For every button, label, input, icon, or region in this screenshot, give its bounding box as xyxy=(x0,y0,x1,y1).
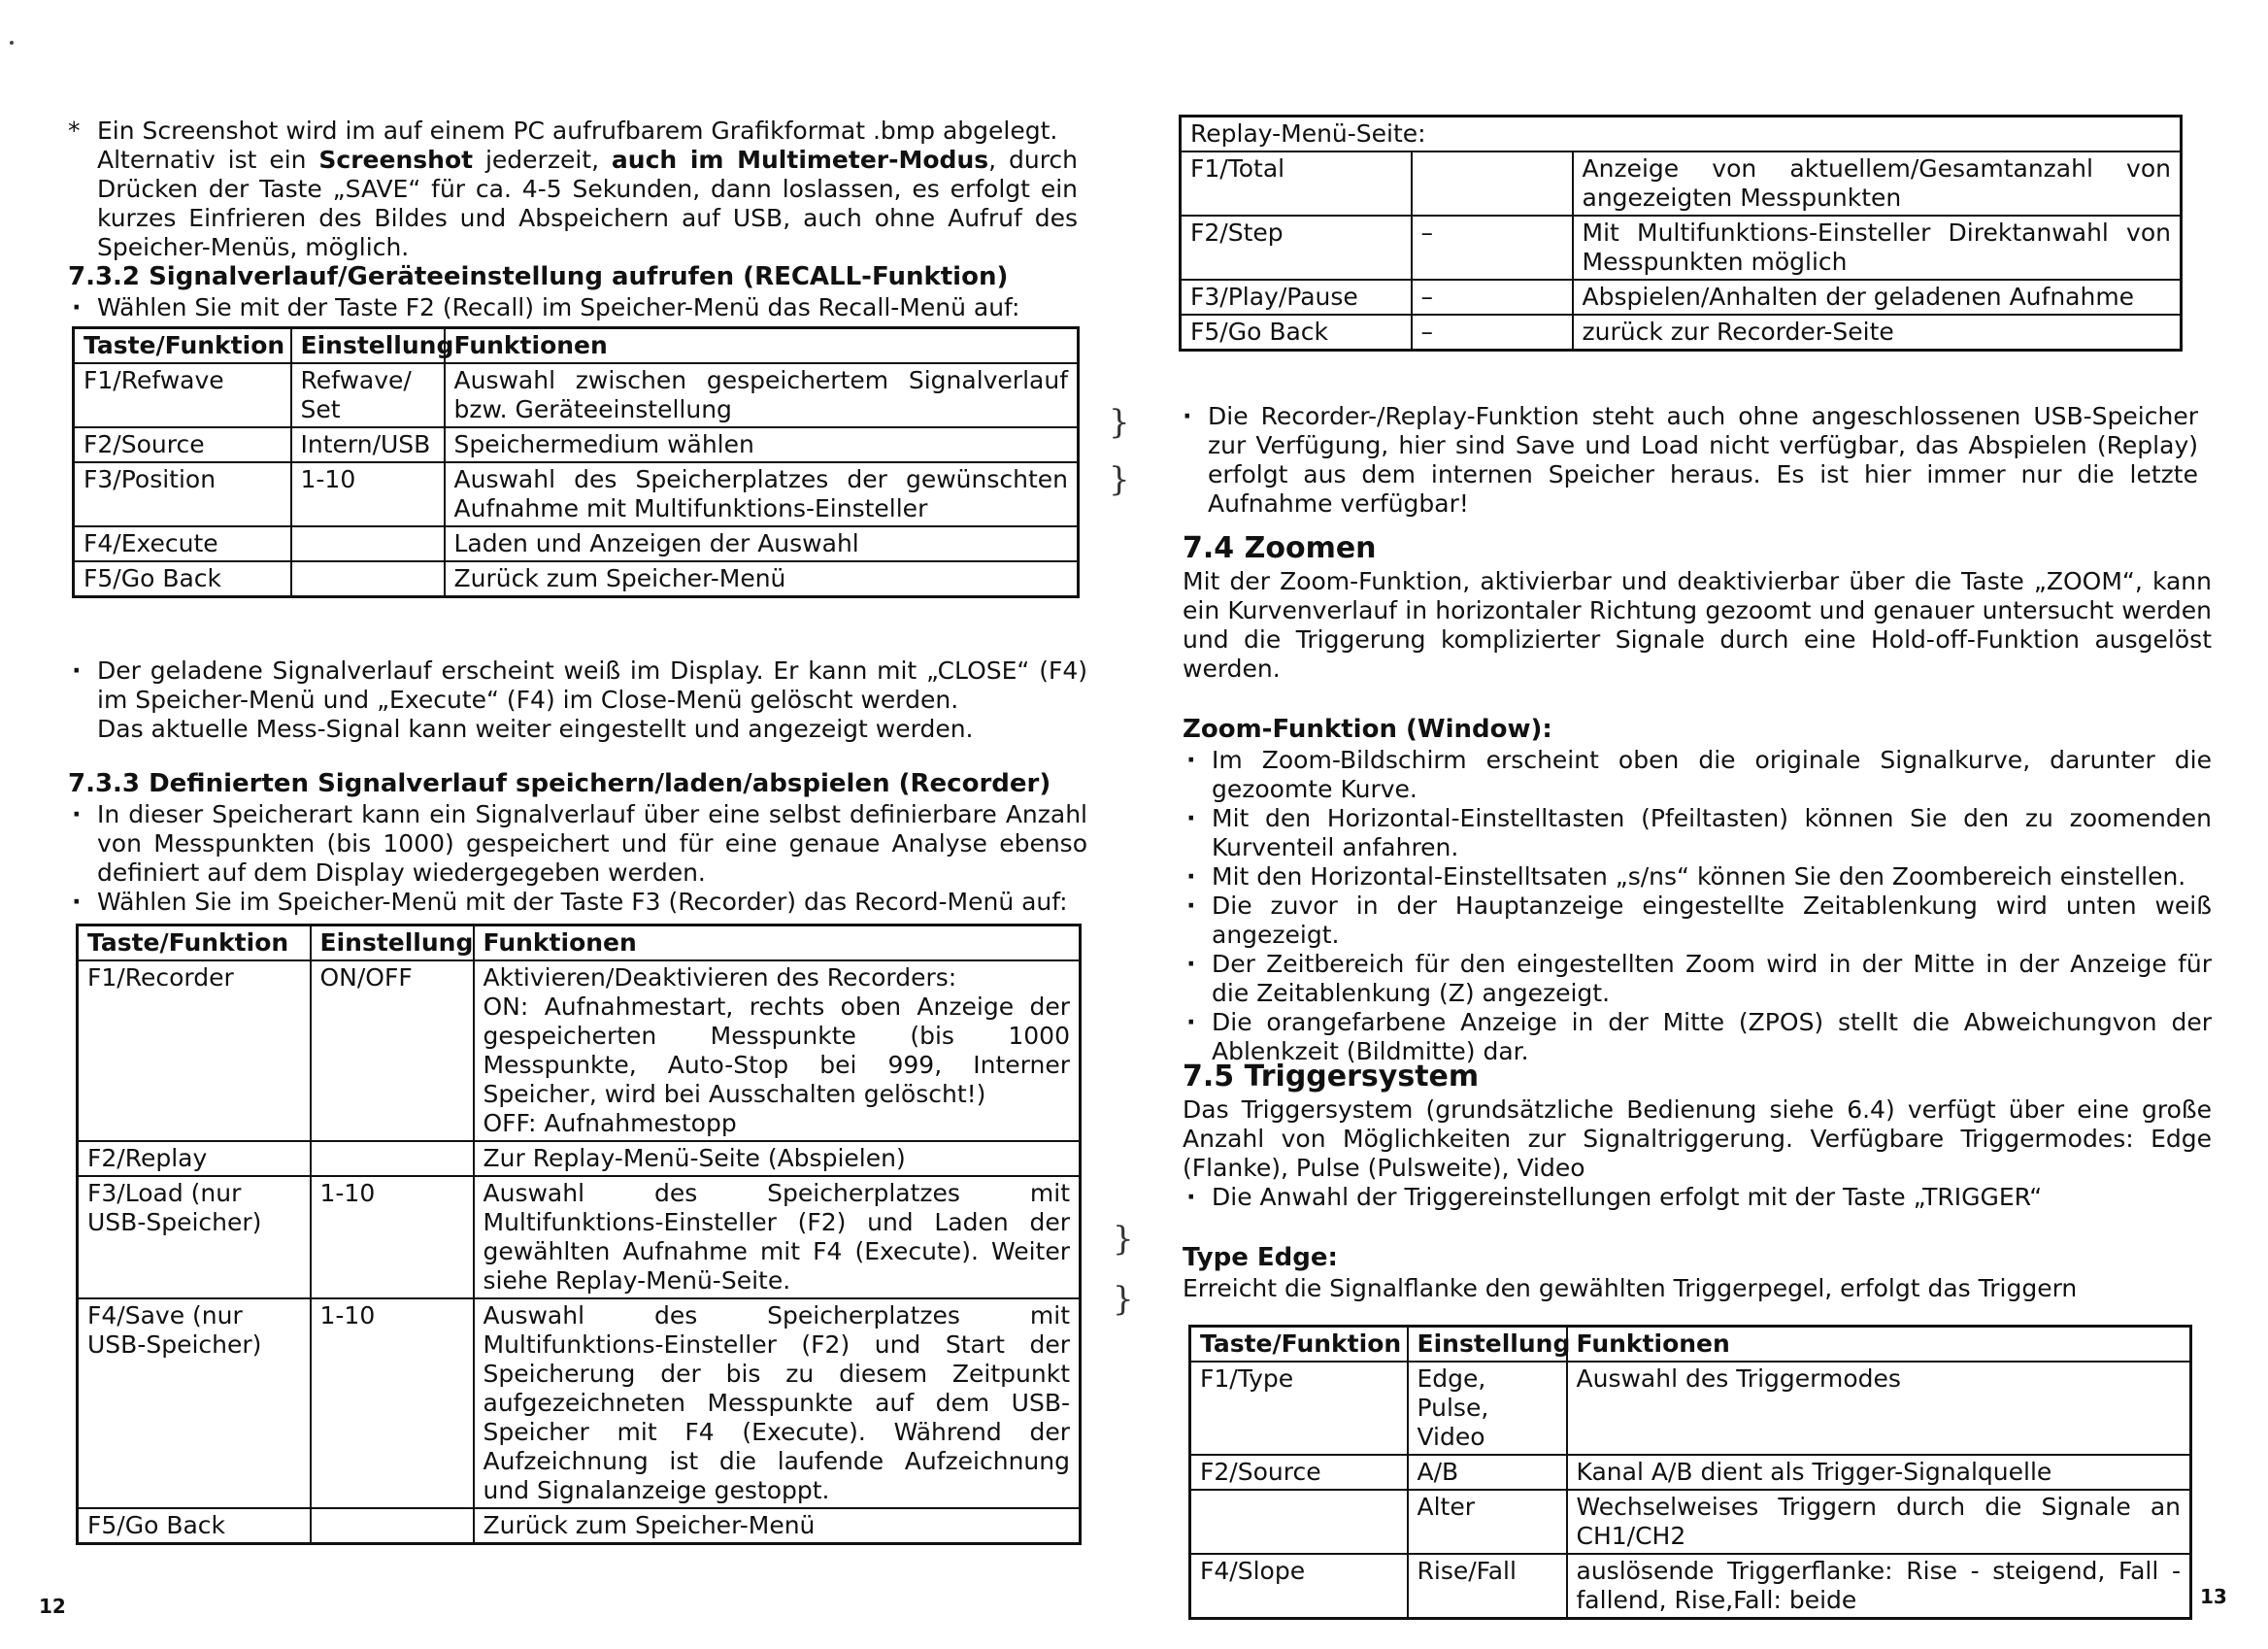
zoom-bullet-item: · Mit den Horizontal-Einstelltasten (Pfeiltasten) können Sie den zu zoomenden Kurventeil anfahren. xyxy=(1183,804,2212,862)
section-7-4-text: Mit der Zoom-Funktion, aktivierbar und deaktivierbar über die Taste „ZOOM“, kann ein Kurvenverlauf in horizontaler Richtung gezoomt und genauer untersucht werden und die Triggerung komplizierter Signale durch eine Hold-off-Funktion ausgelöst werden. xyxy=(1183,567,2212,683)
setting-cell xyxy=(291,561,445,597)
gutter-brace-mark: } xyxy=(1113,1280,1134,1319)
recall-after-text-1: Der geladene Signalverlauf erscheint weiß im Display. Er kann mit „CLOSE“ (F4) im Speicher-Menü und „Execute“ (F4) im Close-Menü gelöscht werden. xyxy=(97,656,1087,714)
setting-cell: Rise/Fall xyxy=(1408,1554,1567,1619)
screenshot-note xyxy=(68,117,1078,262)
key-function-cell: F2/Source xyxy=(74,427,291,462)
setting-cell: 1-10 xyxy=(311,1176,474,1298)
key-function-cell: F3/Load (nur USB-Speicher) xyxy=(78,1176,311,1298)
setting-cell xyxy=(291,526,445,561)
zoom-bullet-item: · Die orangefarbene Anzeige in der Mitte (ZPOS) stellt die Abweichungvon der Ablenkzeit (Bildmitte) dar. xyxy=(1183,1008,2212,1066)
setting-cell: – xyxy=(1412,216,1573,280)
asterisk-marker: * xyxy=(68,117,81,145)
table-header-cell: Einstellung xyxy=(291,328,445,364)
replay-note-bullet: · Die Recorder-/Replay-Funktion steht auch ohne angeschlossenen USB-Speicher zur Verfügung, hier sind Save und Load nicht verfügbar, das Abspielen (Replay) erfolgt aus dem internen Speicher heraus. Es ist hier immer nur die letzte Aufnahme verfügbar! xyxy=(1179,402,2198,519)
table-header-cell: Funktionen xyxy=(445,328,1079,364)
setting-cell: Alter xyxy=(1408,1490,1567,1554)
setting-cell: Edge, Pulse, Video xyxy=(1408,1362,1567,1455)
table-row xyxy=(78,1508,1081,1544)
recall-after-text-2: Das aktuelle Mess-Signal kann weiter eingestellt und angezeigt werden. xyxy=(97,715,974,743)
key-function-cell: F3/Position xyxy=(74,462,291,526)
table-header-row xyxy=(74,328,1079,364)
type-edge-heading: Type Edge: xyxy=(1183,1243,1338,1272)
setting-cell: – xyxy=(1412,280,1573,315)
setting-cell xyxy=(311,1508,474,1544)
section-7-4-heading: 7.4 Zoomen xyxy=(1183,531,1377,565)
recall-table xyxy=(72,326,1080,598)
table-header-cell: Funktionen xyxy=(474,925,1081,961)
trigger-table xyxy=(1188,1325,2192,1620)
table-row xyxy=(78,1176,1081,1298)
table-title-row xyxy=(1181,117,2182,152)
key-function-cell: F2/Replay xyxy=(78,1141,311,1176)
table-row xyxy=(1181,315,2182,351)
function-description-cell: Auswahl des Speicherplatzes der gewünschten Aufnahme mit Multifunktions-Einsteller xyxy=(445,462,1079,526)
key-function-cell: F4/Slope xyxy=(1190,1554,1408,1619)
gutter-brace-mark: } xyxy=(1109,403,1130,442)
replay-table xyxy=(1179,115,2183,352)
function-description-cell: zurück zur Recorder-Seite xyxy=(1573,315,2182,351)
table-row xyxy=(78,1298,1081,1508)
note-text-e: , durch Drücken der Taste „SAVE“ für ca. 4-5 Sekunden, dann loslassen, es erfolgt ein kurzes Einfrieren des Bildes und Abspeichern auf USB, auch ohne Aufruf des Speicher-Menüs, möglich. xyxy=(97,146,1079,261)
table-header-cell: Taste/Funktion xyxy=(78,925,311,961)
setting-cell xyxy=(1412,151,1573,216)
function-description-cell: Zurück zum Speicher-Menü xyxy=(445,561,1079,597)
gutter-brace-mark: } xyxy=(1109,460,1130,499)
zoom-bullet-item: · Der Zeitbereich für den eingestellten Zoom wird in der Mitte in der Anzeige für die Zeitablenkung (Z) angezeigt. xyxy=(1183,950,2212,1008)
note-text-a: Alternativ ist ein xyxy=(97,146,319,174)
type-edge-text: Erreicht die Signalflanke den gewählten Triggerpegel, erfolgt das Triggern xyxy=(1183,1274,2078,1302)
table-row xyxy=(1190,1362,2191,1455)
key-function-cell: F1/Type xyxy=(1190,1362,1408,1455)
note-bold-multimeter: auch im Multimeter-Modus xyxy=(611,146,989,174)
function-description-cell: Anzeige von aktuellem/Gesamtanzahl von angezeigten Messpunkten xyxy=(1573,151,2182,216)
section-7-3-3-list xyxy=(68,800,1087,917)
table-row xyxy=(1181,151,2182,216)
table-row xyxy=(78,1141,1081,1176)
key-function-cell: F2/Step xyxy=(1181,216,1412,280)
section-7-3-3-bullet-2: · Wählen Sie im Speicher-Menü mit der Taste F3 (Recorder) das Record-Menü auf: xyxy=(68,888,1087,917)
setting-cell: Refwave/ Set xyxy=(291,363,445,427)
function-description-cell: Abspielen/Anhalten der geladenen Aufnahme xyxy=(1573,280,2182,315)
function-description-cell: Mit Multifunktions-Einsteller Direktanwahl von Messpunkten möglich xyxy=(1573,216,2182,280)
table-row xyxy=(74,526,1079,561)
table-row xyxy=(74,561,1079,597)
section-7-3-2 xyxy=(68,260,1087,322)
table-header-cell: Funktionen xyxy=(1567,1327,2191,1363)
setting-cell: 1-10 xyxy=(291,462,445,526)
setting-cell: – xyxy=(1412,315,1573,351)
table-row xyxy=(74,427,1079,462)
setting-cell: 1-10 xyxy=(311,1298,474,1508)
key-function-cell: F4/Save (nur USB-Speicher) xyxy=(78,1298,311,1508)
function-description-cell: Auswahl des Triggermodes xyxy=(1567,1362,2191,1455)
table-header-row xyxy=(78,925,1081,961)
section-7-5-heading: 7.5 Triggersystem xyxy=(1183,1060,1480,1094)
function-description-cell: Wechselweises Triggern durch die Signale an CH1/CH2 xyxy=(1567,1490,2191,1554)
section-7-3-3 xyxy=(68,767,1087,917)
section-7-3-2-heading: 7.3.2 Signalverlauf/Geräteeinstellung aufrufen (RECALL-Funktion) xyxy=(68,262,1009,291)
key-function-cell: F5/Go Back xyxy=(78,1508,311,1544)
table-row xyxy=(1190,1455,2191,1490)
key-function-cell: F1/Refwave xyxy=(74,363,291,427)
function-description-cell: Zurück zum Speicher-Menü xyxy=(474,1508,1081,1544)
screenshot-note-line2 xyxy=(97,146,1078,262)
section-7-5-text: Das Triggersystem (grundsätzliche Bedienung siehe 6.4) verfügt über eine große Anzahl von Möglichkeiten zur Signaltriggerung. Verfügbare Triggermodes: Edge (Flanke), Pulse (Pulsweite), Video xyxy=(1183,1095,2212,1182)
key-function-cell: F4/Execute xyxy=(74,526,291,561)
replay-note xyxy=(1179,402,2198,519)
recall-after-list xyxy=(68,656,1087,744)
right-page xyxy=(1134,0,2268,1649)
table-header-cell: Einstellung xyxy=(1408,1327,1567,1363)
function-description-cell: auslösende Triggerflanke: Rise - steigend, Fall - fallend, Rise,Fall: beide xyxy=(1567,1554,2191,1619)
table-header-cell: Einstellung xyxy=(311,925,474,961)
setting-cell: A/B xyxy=(1408,1455,1567,1490)
function-description-cell: Kanal A/B dient als Trigger-Signalquelle xyxy=(1567,1455,2191,1490)
key-function-cell: F1/Recorder xyxy=(78,960,311,1141)
key-function-cell: F1/Total xyxy=(1181,151,1412,216)
section-7-3-2-intro-list xyxy=(68,293,1087,322)
setting-cell xyxy=(311,1141,474,1176)
function-description-cell: Laden und Anzeigen der Auswahl xyxy=(445,526,1079,561)
setting-cell: Intern/USB xyxy=(291,427,445,462)
section-7-5-bullet: · Die Anwahl der Triggereinstellungen erfolgt mit der Taste „TRIGGER“ xyxy=(1183,1183,2212,1212)
section-7-3-3-heading: 7.3.3 Definierten Signalverlauf speichern/laden/abspielen (Recorder) xyxy=(68,769,1051,798)
zoom-bullet-item: · Im Zoom-Bildschirm erscheint oben die originale Signalkurve, darunter die gezoomte Kurve. xyxy=(1183,746,2212,804)
scan-dot xyxy=(10,41,14,45)
replay-note-list xyxy=(1179,402,2198,519)
zoom-bullet-list xyxy=(1183,746,2212,1066)
function-description-cell: Auswahl des Speicherplatzes mit Multifunktions-Einsteller (F2) und Start der Speicherung der bis zu diesem Zeitpunkt aufgezeichneten Messpunkte auf dem USB-Speicher mit F4 (Execute). Während der Aufzeichnung ist die laufende Aufzeichnung und Signalanzeige gestoppt. xyxy=(474,1298,1081,1508)
table-row xyxy=(1181,216,2182,280)
section-7-3-2-intro: · Wählen Sie mit der Taste F2 (Recall) im Speicher-Menü das Recall-Menü auf: xyxy=(68,293,1087,322)
page-number-left: 12 xyxy=(39,1595,66,1618)
table-row xyxy=(1181,280,2182,315)
recall-after-notes xyxy=(68,656,1087,744)
table-row xyxy=(74,462,1079,526)
note-text-c: jederzeit, xyxy=(473,146,612,174)
screenshot-note-star-item xyxy=(68,117,1078,262)
function-description-cell: Auswahl zwischen gespeichertem Signalverlauf bzw. Geräteeinstellung xyxy=(445,363,1079,427)
screenshot-note-line1: Ein Screenshot wird im auf einem PC aufrufbarem Grafikformat .bmp abgelegt. xyxy=(97,117,1058,145)
record-table xyxy=(76,924,1082,1545)
table-header-cell: Taste/Funktion xyxy=(74,328,291,364)
key-function-cell xyxy=(1190,1490,1408,1554)
function-description-cell: Aktivieren/Deaktivieren des Recorders: ON: Aufnahmestart, rechts oben Anzeige der gespeicherten Messpunkte (bis 1000 Messpunkte, Auto-Stop bei 999, Interner Speicher, wird bei Ausschalten gelöscht!) OFF: Aufnahmestopp xyxy=(474,960,1081,1141)
function-description-cell: Auswahl des Speicherplatzes mit Multifunktions-Einsteller (F2) und Laden der gewählten Aufnahme mit F4 (Execute). Weiter siehe Replay-Menü-Seite. xyxy=(474,1176,1081,1298)
key-function-cell: F5/Go Back xyxy=(74,561,291,597)
section-7-4 xyxy=(1183,530,2212,1066)
key-function-cell: F2/Source xyxy=(1190,1455,1408,1490)
table-header-row xyxy=(1190,1327,2191,1363)
note-bold-screenshot: Screenshot xyxy=(318,146,474,174)
setting-cell: ON/OFF xyxy=(311,960,474,1141)
section-7-3-3-bullet-1: · In dieser Speicherart kann ein Signalverlauf über eine selbst definierbare Anzahl von Messpunkten (bis 1000) gespeichert und für eine genaue Analyse ebenso definiert auf dem Display wiedergegeben werden. xyxy=(68,800,1087,888)
function-description-cell: Zur Replay-Menü-Seite (Abspielen) xyxy=(474,1141,1081,1176)
gutter-brace-mark: } xyxy=(1113,1220,1134,1259)
zoom-bullet-item: · Die zuvor in der Hauptanzeige eingestellte Zeitablenkung wird unten weiß angezeigt. xyxy=(1183,892,2212,950)
table-header-cell: Taste/Funktion xyxy=(1190,1327,1408,1363)
recall-after-bullet xyxy=(68,656,1087,744)
function-description-cell: Speichermedium wählen xyxy=(445,427,1079,462)
page-number-right: 13 xyxy=(2200,1585,2227,1608)
section-7-5 xyxy=(1183,1059,2212,1303)
zoom-function-heading: Zoom-Funktion (Window): xyxy=(1183,715,1552,744)
section-7-5-list xyxy=(1183,1183,2212,1212)
table-row xyxy=(74,363,1079,427)
replay-table-title: Replay-Menü-Seite: xyxy=(1181,117,2182,152)
zoom-bullet-item: · Mit den Horizontal-Einstelltsaten „s/ns“ können Sie den Zoombereich einstellen. xyxy=(1183,862,2212,892)
key-function-cell: F5/Go Back xyxy=(1181,315,1412,351)
key-function-cell: F3/Play/Pause xyxy=(1181,280,1412,315)
table-row xyxy=(1190,1554,2191,1619)
table-row xyxy=(78,960,1081,1141)
table-row xyxy=(1190,1490,2191,1554)
